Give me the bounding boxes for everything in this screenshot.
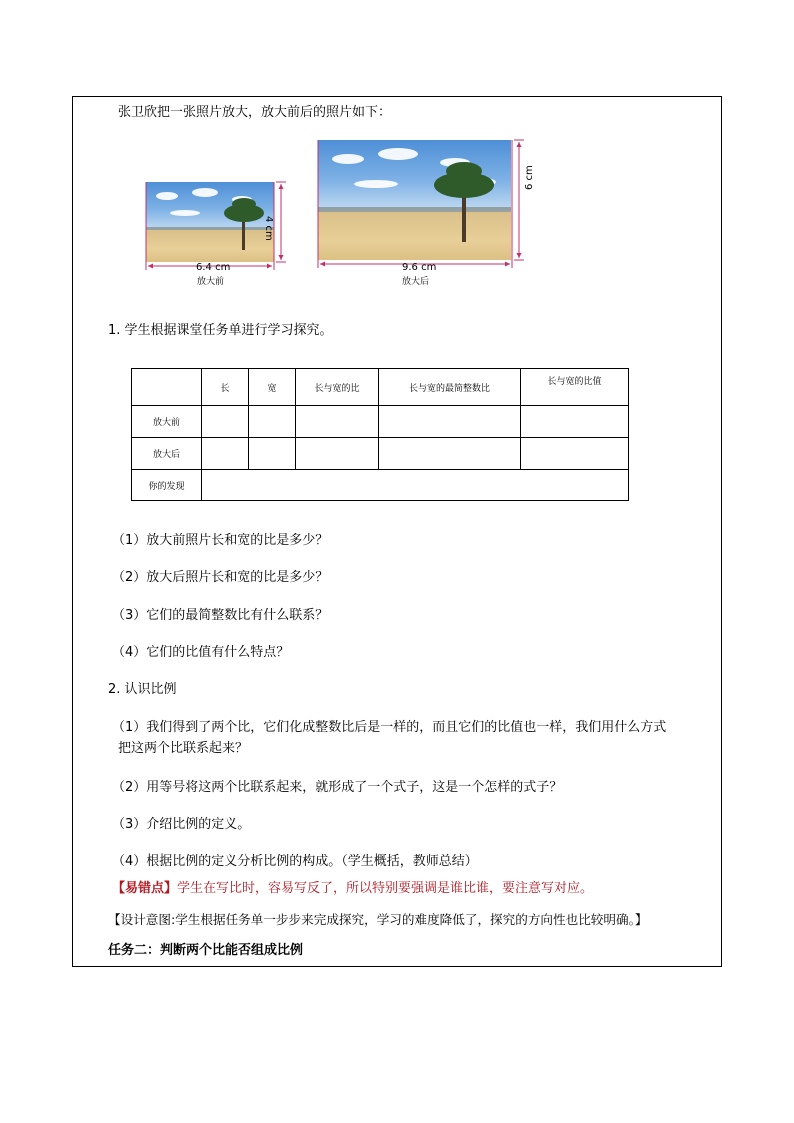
step2-q1-line2: 把这两个比联系起来？ (118, 741, 249, 756)
table-row (132, 438, 629, 470)
step1-text: 1. 学生根据课堂任务单进行学习探究。 (108, 323, 333, 338)
question-4: （4）它们的比值有什么特点？ (112, 645, 290, 660)
table-header-cell: 长 (202, 369, 249, 406)
table-header-row (132, 369, 629, 406)
table-cell[interactable] (249, 438, 296, 470)
table-cell[interactable] (296, 438, 379, 470)
table-header-cell: 长与宽的比值 (521, 369, 629, 406)
step2-text: 2. 认识比例 (108, 682, 177, 697)
question-1: （1）放大前照片长和宽的比是多少？ (112, 533, 329, 548)
design-intent: 【设计意图:学生根据任务单一步步来完成探究，学习的难度降低了，探究的方向性也比较明确。】 (108, 912, 648, 927)
table-cell[interactable] (202, 438, 249, 470)
table-cell[interactable] (379, 406, 521, 438)
row-label: 放大前 (132, 406, 202, 438)
table-cell[interactable] (521, 406, 629, 438)
intro-text: 张卫欣把一张照片放大，放大前后的照片如下： (118, 105, 392, 120)
study-table (131, 368, 629, 501)
step2-q2: （2）用等号将这两个比联系起来，就形成了一个式子，这是一个怎样的式子？ (112, 780, 563, 795)
table-row (132, 406, 629, 438)
table-header-cell: 长与宽的比 (296, 369, 379, 406)
after-caption: 放大后 (402, 277, 430, 287)
dimension-lines-after (312, 134, 532, 274)
before-width-label: 6.4 cm (196, 262, 231, 273)
before-height-label: 4 cm (263, 216, 274, 241)
error-point (112, 880, 593, 898)
step2-q1-line1: （1）我们得到了两个比，它们化成整数比后是一样的，而且它们的比值也一样，我们用什么方式 (112, 720, 667, 735)
error-label: 【易错点】 (112, 881, 178, 896)
step2-q3: （3）介绍比例的定义。 (112, 817, 251, 832)
finding-label: 你的发现 (132, 470, 202, 501)
table-header-cell: 长与宽的最简整数比 (379, 369, 521, 406)
table-row-finding (132, 470, 629, 501)
question-2: （2）放大后照片长和宽的比是多少？ (112, 570, 329, 585)
step2-q4: （4）根据比例的定义分析比例的构成。（学生概括，教师总结） (112, 854, 478, 869)
error-text: 学生在写比时，容易写反了，所以特别要强调是谁比谁，要注意写对应。 (177, 881, 594, 896)
dimension-lines-before (140, 176, 300, 276)
table-cell[interactable] (202, 406, 249, 438)
table-header-cell (132, 369, 202, 406)
table-cell[interactable] (379, 438, 521, 470)
table-cell[interactable] (249, 406, 296, 438)
table-header-cell: 宽 (249, 369, 296, 406)
after-width-label: 9.6 cm (402, 262, 437, 273)
row-label: 放大后 (132, 438, 202, 470)
question-3: （3）它们的最简整数比有什么联系？ (112, 608, 329, 623)
table-cell[interactable] (296, 406, 379, 438)
before-caption: 放大前 (197, 277, 225, 287)
after-height-label: 6 cm (524, 165, 535, 190)
task2-heading: 任务二：判断两个比能否组成比例 (108, 943, 304, 958)
finding-cell[interactable] (202, 470, 629, 501)
table-cell[interactable] (521, 438, 629, 470)
